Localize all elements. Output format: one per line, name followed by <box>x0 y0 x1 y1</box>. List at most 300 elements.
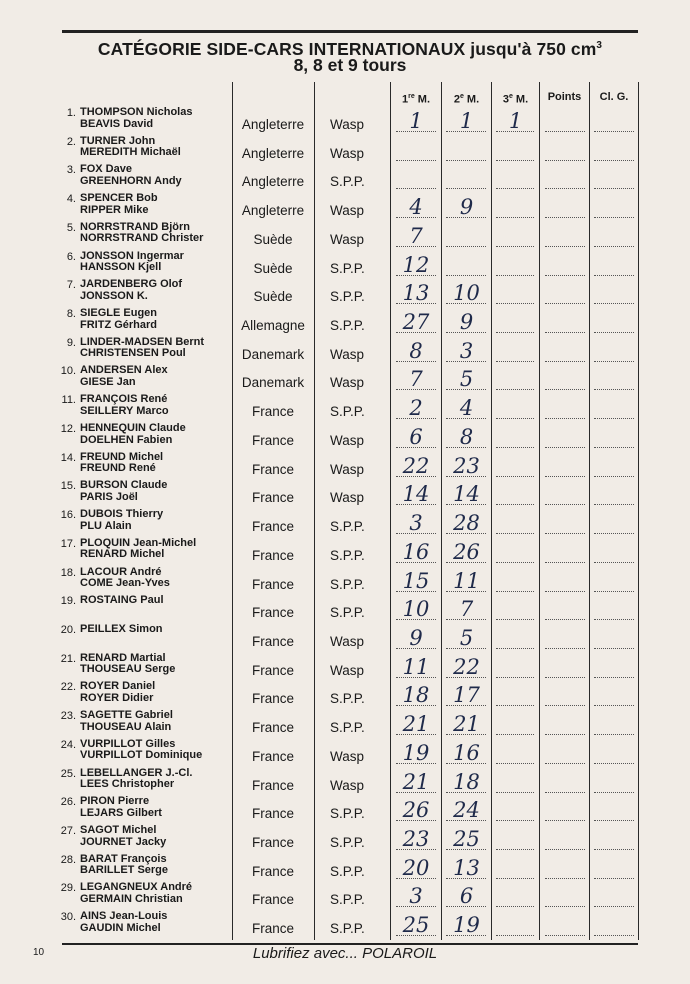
crew-names <box>80 509 232 532</box>
crew-names <box>80 768 232 791</box>
manche-1-result: 8 <box>409 338 423 363</box>
result-line <box>594 447 634 448</box>
crew-names <box>80 222 232 245</box>
result-line <box>446 447 486 448</box>
result-line <box>396 160 436 161</box>
result-line <box>446 418 486 419</box>
result-line <box>396 763 436 764</box>
result-line <box>396 447 436 448</box>
machine: S.P.P. <box>330 260 365 276</box>
crew-names <box>80 653 232 676</box>
result-line <box>396 849 436 850</box>
crew-names <box>80 164 232 187</box>
entry-number: 22. <box>60 681 76 694</box>
result-line <box>496 677 534 678</box>
manche-2-result: 14 <box>453 482 480 507</box>
table-row <box>0 220 690 249</box>
driver-name: FRANÇOIS René <box>80 394 168 406</box>
country: France <box>251 605 295 621</box>
manche-2-result: 26 <box>453 539 480 564</box>
crew-names <box>80 480 232 503</box>
crew-names <box>80 308 232 331</box>
manche-2-result: 22 <box>453 654 480 679</box>
result-line <box>446 677 486 678</box>
entry-number: 12. <box>60 422 76 435</box>
entry-number: 15. <box>60 480 76 493</box>
table-row <box>0 507 690 536</box>
result-line <box>545 188 585 189</box>
header-classement: Cl. G. <box>599 91 629 103</box>
entry-number: 17. <box>60 537 76 550</box>
result-line <box>446 820 486 821</box>
driver-name: ROYER Daniel <box>80 681 156 693</box>
result-line <box>545 591 585 592</box>
result-line <box>496 734 534 735</box>
driver-name: THOMPSON Nicholas <box>80 107 193 118</box>
result-line <box>496 878 534 879</box>
manche-1-result: 14 <box>402 482 430 507</box>
result-line <box>545 878 585 879</box>
manche-2-result: 13 <box>453 855 480 880</box>
result-line <box>496 418 534 419</box>
result-line <box>594 935 634 936</box>
table-row <box>0 823 690 852</box>
manche-1-result: 20 <box>402 855 430 880</box>
manche-1-result: 21 <box>402 712 430 737</box>
driver-name: RENARD Martial <box>80 652 166 664</box>
machine: Wasp <box>330 117 365 132</box>
result-line <box>545 131 585 132</box>
result-line <box>594 303 634 304</box>
table-row <box>0 708 690 737</box>
result-line <box>545 705 585 706</box>
manche-2-result: 19 <box>453 913 480 938</box>
manche-1-result: 7 <box>409 223 423 248</box>
driver-name: JARDENBERG Olof <box>80 279 183 291</box>
result-line <box>594 705 634 706</box>
result-line <box>396 533 436 534</box>
table-row <box>0 794 690 823</box>
m1-sup: re <box>408 93 415 100</box>
result-line <box>396 418 436 419</box>
result-line <box>446 734 486 735</box>
result-line <box>594 160 634 161</box>
manche-1-result: 12 <box>402 252 430 277</box>
result-line <box>594 734 634 735</box>
table-row <box>0 536 690 565</box>
driver-name: PIRON Pierre <box>80 796 150 808</box>
manche-1-result: 10 <box>402 597 430 622</box>
entry-number: 30. <box>60 911 76 924</box>
header-manche-3 <box>492 90 539 104</box>
country: Angleterre <box>241 117 305 132</box>
result-line <box>545 303 585 304</box>
table-row <box>0 191 690 220</box>
manche-2-result: 23 <box>453 453 480 478</box>
result-line <box>545 418 585 419</box>
crew-names <box>80 394 232 417</box>
table-row <box>0 306 690 335</box>
table-row <box>0 249 690 278</box>
table-row <box>0 335 690 364</box>
result-line <box>545 332 585 333</box>
passenger-name: RIPPER Mike <box>80 203 149 216</box>
result-line <box>446 361 486 362</box>
result-line <box>594 562 634 563</box>
country: France <box>251 720 295 736</box>
result-line <box>545 504 585 505</box>
result-line <box>496 562 534 563</box>
entry-number: 19. <box>60 595 76 608</box>
passenger-name: FREUND René <box>80 462 156 475</box>
result-line <box>545 389 585 390</box>
passenger-name: GIESE Jan <box>80 376 136 389</box>
result-line <box>594 188 634 189</box>
result-line <box>446 562 486 563</box>
driver-name: SAGOT Michel <box>80 825 157 836</box>
table-row <box>0 909 690 938</box>
machine: Wasp <box>330 375 365 391</box>
crew-names <box>80 710 232 733</box>
country: Angleterre <box>241 145 305 161</box>
manche-2-result: 1 <box>459 109 474 133</box>
driver-name: LACOUR André <box>80 566 162 578</box>
result-line <box>396 562 436 563</box>
entry-number: 7. <box>66 279 76 292</box>
driver-name: LINDER-MADSEN Bernt <box>80 336 205 348</box>
result-line <box>594 591 634 592</box>
result-line <box>496 763 534 764</box>
category-title-text: CATÉGORIE SIDE-CARS INTERNATIONAUX jusqu'à 750 cm <box>97 38 597 59</box>
result-line <box>594 619 634 620</box>
entry-number: 4. <box>66 193 76 206</box>
machine: Wasp <box>330 203 365 219</box>
driver-name: JONSSON Ingermar <box>80 250 184 262</box>
result-line <box>496 849 534 850</box>
table-row <box>0 363 690 392</box>
result-line <box>446 188 486 189</box>
result-line <box>396 792 436 793</box>
table-row <box>0 852 690 881</box>
manche-1-result: 9 <box>409 625 423 650</box>
country: France <box>251 461 295 477</box>
entry-number: 24. <box>60 738 76 751</box>
country: France <box>251 519 295 535</box>
result-line <box>594 217 634 218</box>
passenger-name: THOUSEAU Serge <box>80 663 176 676</box>
result-line <box>396 389 436 390</box>
country: France <box>251 777 295 793</box>
manche-2-result: 18 <box>453 769 480 794</box>
crew-names <box>80 854 232 877</box>
table-row <box>0 421 690 450</box>
machine: Wasp <box>330 461 365 477</box>
m2-suffix: M. <box>463 93 480 106</box>
result-line <box>396 131 436 132</box>
footer-advert: Lubrifiez avec... POLAROIL <box>252 945 438 962</box>
crew-names <box>80 279 232 302</box>
result-line <box>496 935 534 936</box>
table-row <box>0 105 690 134</box>
machine: S.P.P. <box>330 720 365 736</box>
result-line <box>545 648 585 649</box>
entry-number: 14. <box>60 451 76 464</box>
result-line <box>545 619 585 620</box>
manche-2-result: 7 <box>459 597 474 622</box>
result-line <box>396 332 436 333</box>
entry-number: 23. <box>60 710 76 723</box>
result-line <box>496 533 534 534</box>
manche-2-result: 10 <box>453 281 480 306</box>
result-line <box>545 160 585 161</box>
result-line <box>396 591 436 592</box>
entry-number: 26. <box>60 796 76 809</box>
driver-name: DUBOIS Thierry <box>80 509 164 521</box>
country: France <box>251 432 295 448</box>
entry-number: 1. <box>66 107 76 119</box>
m1-suffix: M. <box>414 93 431 106</box>
country: Allemagne <box>241 318 305 334</box>
entry-number: 29. <box>60 882 76 895</box>
result-line <box>594 418 634 419</box>
result-line <box>446 303 486 304</box>
driver-name: PEILLEX Simon <box>80 623 163 635</box>
passenger-name: LEJARS Gilbert <box>80 806 162 819</box>
result-line <box>396 648 436 649</box>
country: France <box>251 835 295 850</box>
crew-names <box>80 567 232 590</box>
table-row <box>0 450 690 479</box>
result-line <box>545 361 585 362</box>
crew-names <box>80 251 232 274</box>
header-points: Points <box>547 91 582 103</box>
result-line <box>446 332 486 333</box>
passenger-name: HANSSON Kjell <box>80 261 162 274</box>
result-line <box>496 705 534 706</box>
manche-1-result: 21 <box>402 769 430 794</box>
crew-names <box>80 911 232 934</box>
result-line <box>446 131 486 132</box>
manche-1-result: 27 <box>402 310 430 335</box>
result-line <box>545 275 585 276</box>
table-row <box>0 565 690 594</box>
machine: S.P.P. <box>330 519 365 535</box>
result-line <box>396 878 436 879</box>
driver-name: LEGANGNEUX André <box>80 882 193 894</box>
result-line <box>594 849 634 850</box>
result-line <box>594 389 634 390</box>
country: France <box>251 490 295 506</box>
result-line <box>496 275 534 276</box>
driver-name: SAGETTE Gabriel <box>80 710 173 722</box>
driver-name: ROSTAING Paul <box>80 595 164 607</box>
manche-2-result: 5 <box>459 625 474 650</box>
m2-num: 2 <box>453 93 460 106</box>
passenger-name: COME Jean-Yves <box>80 577 170 590</box>
result-line <box>496 619 534 620</box>
result-line <box>545 476 585 477</box>
result-line <box>446 763 486 764</box>
passenger-name: ROYER Didier <box>80 691 154 704</box>
manche-1-result: 22 <box>402 453 430 478</box>
driver-name: NORRSTRAND Björn <box>80 221 190 233</box>
result-line <box>545 447 585 448</box>
passenger-name: PLU Alain <box>80 519 132 532</box>
m3-suffix: M. <box>512 93 529 106</box>
country: France <box>251 662 295 678</box>
result-line <box>396 820 436 821</box>
driver-name: VURPILLOT Gilles <box>80 738 176 750</box>
result-line <box>594 275 634 276</box>
machine: S.P.P. <box>330 547 365 563</box>
crew-names <box>80 365 232 388</box>
top-rule <box>62 30 638 33</box>
result-line <box>594 648 634 649</box>
crew-names <box>80 538 232 561</box>
result-line <box>545 562 585 563</box>
manche-2-result: 28 <box>453 511 480 536</box>
crew-names <box>80 595 232 607</box>
driver-name: TURNER John <box>80 135 156 147</box>
header-manche-2 <box>442 90 491 104</box>
result-line <box>396 275 436 276</box>
result-line <box>545 906 585 907</box>
table-row <box>0 162 690 191</box>
machine: S.P.P. <box>330 691 365 707</box>
manche-1-result: 11 <box>402 654 430 679</box>
manche-1-result: 1 <box>409 109 423 133</box>
country: France <box>251 806 295 822</box>
result-line <box>446 160 486 161</box>
manche-1-result: 6 <box>409 424 423 449</box>
passenger-name: CHRISTENSEN Poul <box>80 347 186 360</box>
m3-num: 3 <box>502 93 509 106</box>
result-line <box>545 820 585 821</box>
result-line <box>545 246 585 247</box>
country: France <box>251 892 295 908</box>
result-line <box>545 792 585 793</box>
entry-number: 16. <box>60 509 76 522</box>
result-line <box>594 361 634 362</box>
result-line <box>396 677 436 678</box>
result-line <box>496 792 534 793</box>
result-line <box>545 217 585 218</box>
manche-1-result: 3 <box>409 884 423 909</box>
crew-names <box>80 882 232 905</box>
passenger-name: MEREDITH Michaël <box>80 146 181 159</box>
result-line <box>446 591 486 592</box>
m2-sup: e <box>459 93 464 100</box>
machine: S.P.P. <box>330 863 365 879</box>
passenger-name: NORRSTRAND Christer <box>80 232 204 245</box>
manche-1-result: 16 <box>402 539 430 564</box>
manche-1-result: 7 <box>409 367 423 392</box>
passenger-name: BARILLET Serge <box>80 864 169 877</box>
machine: Wasp <box>330 145 365 161</box>
country: Danemark <box>241 346 305 362</box>
result-line <box>594 332 634 333</box>
table-row <box>0 478 690 507</box>
laps-subtitle: 8, 8 et 9 tours <box>293 55 407 75</box>
passenger-name: JOURNET Jacky <box>80 835 167 848</box>
passenger-name: JONSSON K. <box>80 289 148 302</box>
machine: Wasp <box>330 231 365 247</box>
machine: Wasp <box>330 748 365 764</box>
result-line <box>396 504 436 505</box>
manche-1-result: 25 <box>402 913 430 938</box>
result-line <box>594 677 634 678</box>
machine: S.P.P. <box>330 921 365 937</box>
result-line <box>396 734 436 735</box>
result-line <box>496 447 534 448</box>
driver-name: SPENCER Bob <box>80 193 158 205</box>
result-line <box>446 504 486 505</box>
manche-1-result: 19 <box>402 740 430 765</box>
manche-2-result: 5 <box>459 367 474 392</box>
entry-number: 6. <box>66 250 76 263</box>
result-line <box>396 935 436 936</box>
country: Suède <box>253 289 293 305</box>
manche-2-result: 17 <box>453 683 480 708</box>
machine: S.P.P. <box>330 605 365 621</box>
passenger-name: SEILLERY Marco <box>80 404 169 417</box>
manche-2-result: 11 <box>453 568 480 593</box>
driver-name: FREUND Michel <box>80 451 164 463</box>
result-line <box>396 705 436 706</box>
table-row <box>0 277 690 306</box>
entry-number: 28. <box>60 853 76 866</box>
machine: S.P.P. <box>330 174 365 190</box>
passenger-name: GAUDIN Michel <box>80 921 161 934</box>
result-line <box>594 131 634 132</box>
machine: Wasp <box>330 432 365 448</box>
result-line <box>594 763 634 764</box>
result-line <box>496 131 534 132</box>
driver-name: BURSON Claude <box>80 480 168 492</box>
result-line <box>396 217 436 218</box>
machine: S.P.P. <box>330 289 365 305</box>
manche-2-result: 16 <box>453 740 480 765</box>
result-line <box>594 878 634 879</box>
entry-number: 21. <box>60 652 76 665</box>
result-line <box>446 389 486 390</box>
page-number: 10 <box>33 947 45 958</box>
result-line <box>446 275 486 276</box>
result-line <box>396 361 436 362</box>
driver-name: FOX Dave <box>80 164 132 176</box>
result-line <box>545 935 585 936</box>
result-line <box>496 188 534 189</box>
driver-name: LEBELLANGER J.-Cl. <box>80 767 193 779</box>
manche-2-result: 4 <box>459 396 474 421</box>
manche-1-result: 2 <box>409 396 423 421</box>
header-manche-1 <box>391 90 441 104</box>
result-line <box>545 849 585 850</box>
passenger-name: PARIS Joël <box>80 490 138 503</box>
table-row <box>0 134 690 163</box>
manche-2-result: 21 <box>453 712 480 737</box>
crew-names <box>80 739 232 762</box>
m3-sup: e <box>508 93 513 100</box>
result-line <box>545 734 585 735</box>
table-row <box>0 737 690 766</box>
driver-name: AINS Jean-Louis <box>80 911 168 923</box>
result-line <box>594 476 634 477</box>
result-line <box>446 935 486 936</box>
result-line <box>446 849 486 850</box>
manche-1-result: 18 <box>402 683 430 708</box>
crew-names <box>80 136 232 159</box>
